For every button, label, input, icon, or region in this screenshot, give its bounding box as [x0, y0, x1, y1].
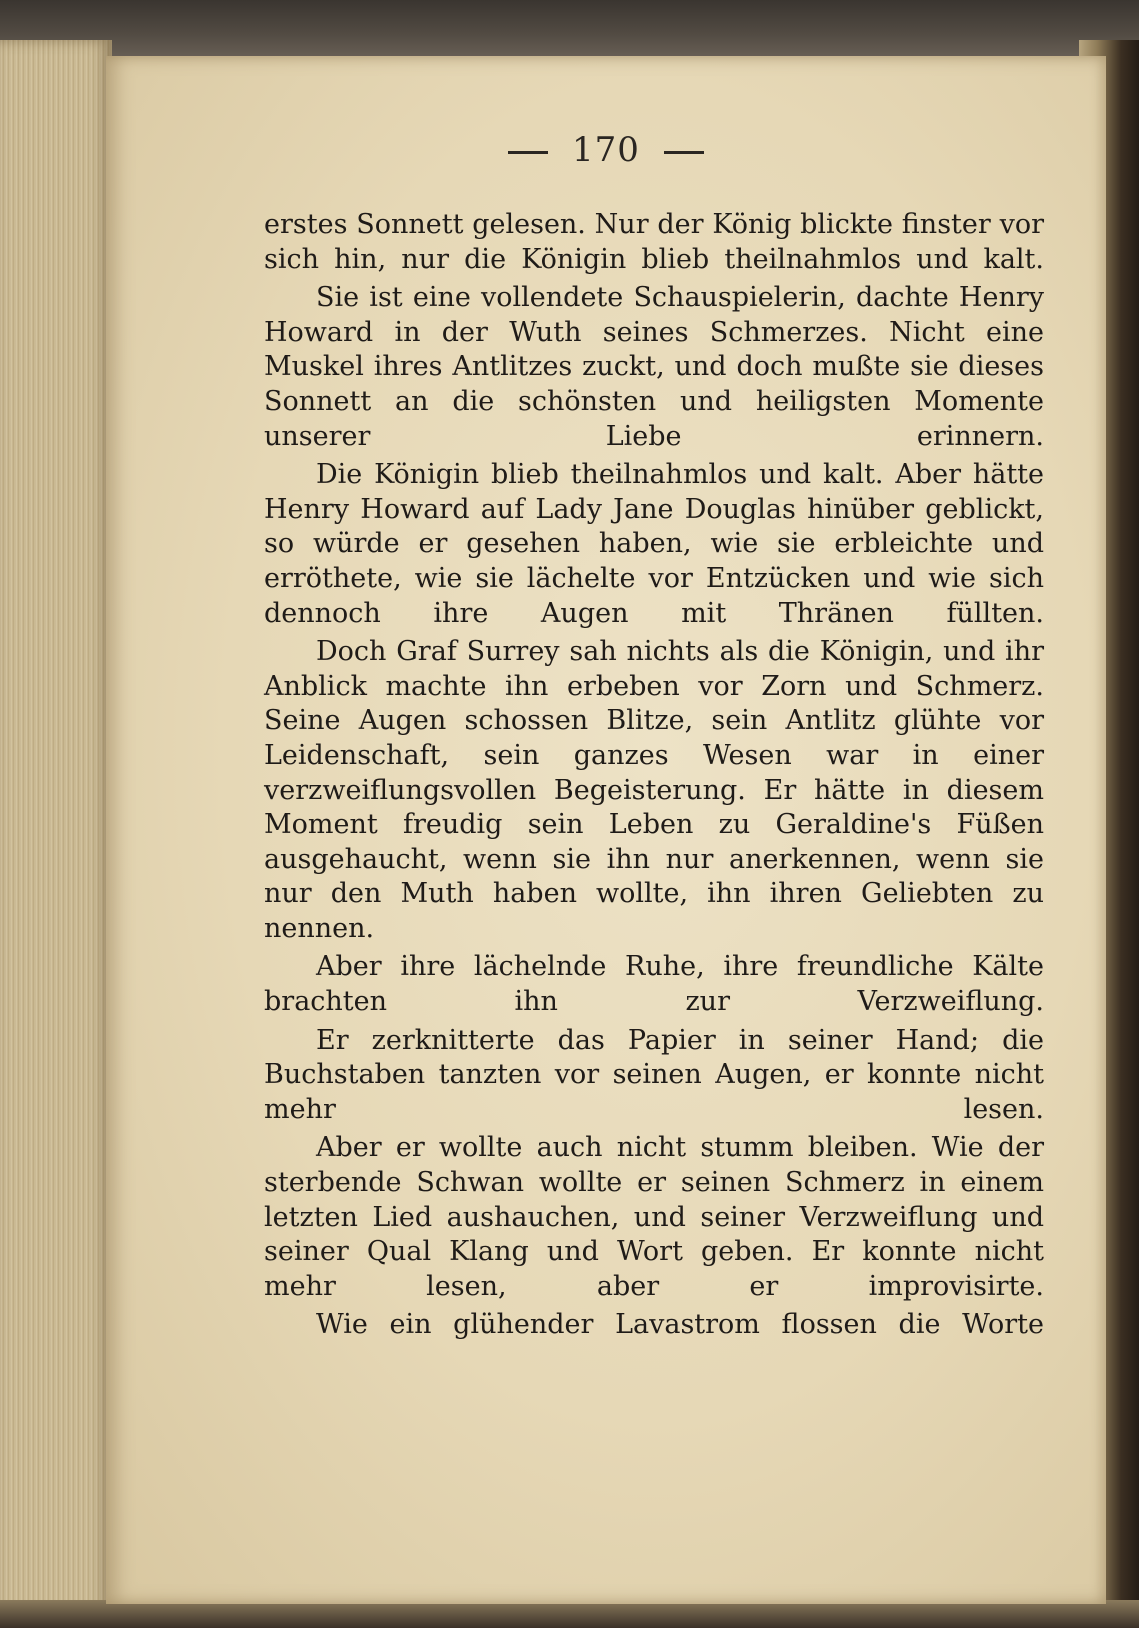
page-number: [106, 130, 1106, 170]
paragraph-4: Doch Graf Surrey sah nichts als die Königin, und ihr Anblick machte ihn erbeben vor Zorn und Schmerz. Seine Augen schossen Blitze, sein Antlitz glühte vor Leidenschaft, sein ganzes Wesen war in einer verzweiflungsvollen Begeisterung. Er hätte in diesem Moment freudig sein Leben zu Geraldine's Füßen ausgehaucht, wenn sie ihn nur anerkennen, wenn sie nur den Muth haben wollte, ihn ihren Geliebten zu nennen.: [264, 636, 1044, 944]
paragraph-6: Er zerknitterte das Papier in seiner Hand; die Buchstaben tanzten vor seinen Augen, er konnte nicht mehr lesen.: [264, 1024, 1044, 1125]
paragraph-2: Sie ist eine vollendete Schauspielerin, dachte Henry Howard in der Wuth seines Schmerzes. Nicht eine Muskel ihres Antlitzes zuckt, und doch mußte sie dieses Sonnett an die schönsten und heiligsten Momente unserer Liebe erinnern.: [264, 282, 1044, 452]
page-number-dash-left: [508, 151, 548, 154]
page-number-text: 170: [572, 130, 640, 170]
paragraph-8: Wie ein glühender Lavastrom flossen die Worte: [316, 1309, 1044, 1341]
page-stack-edge: [0, 40, 112, 1628]
book-bottom-edge: [0, 1600, 1139, 1628]
paragraph-5: Aber ihre lächelnde Ruhe, ihre freundliche Kälte brachten ihn zur Verzweiflung.: [264, 951, 1044, 1018]
book-top-edge: [0, 0, 1139, 60]
paragraph-7: Aber er wollte auch nicht stumm bleiben. Wie der sterbende Schwan wollte er seinen Schmerz in einem letzten Lied aushauchen, und seiner Verzweiflung und seiner Qual Klang und Wort geben. Er konnte nicht mehr lesen, aber er improvisirte.: [264, 1132, 1044, 1302]
page-number-dash-right: [664, 151, 704, 154]
paragraph-3: Die Königin blieb theilnahmlos und kalt. Aber hätte Henry Howard auf Lady Jane Douglas hinüber geblickt, so würde er gesehen haben, wie sie erbleichte und erröthete, wie sie lächelte vor Entzücken und wie sich dennoch ihre Augen mit Thränen füllten.: [264, 459, 1044, 629]
body-text: [264, 208, 1044, 1347]
book-page: [106, 56, 1106, 1604]
paragraph-1: erstes Sonnett gelesen. Nur der König blickte finster vor sich hin, nur die Königin blieb theilnahmlos und kalt.: [264, 209, 1044, 275]
